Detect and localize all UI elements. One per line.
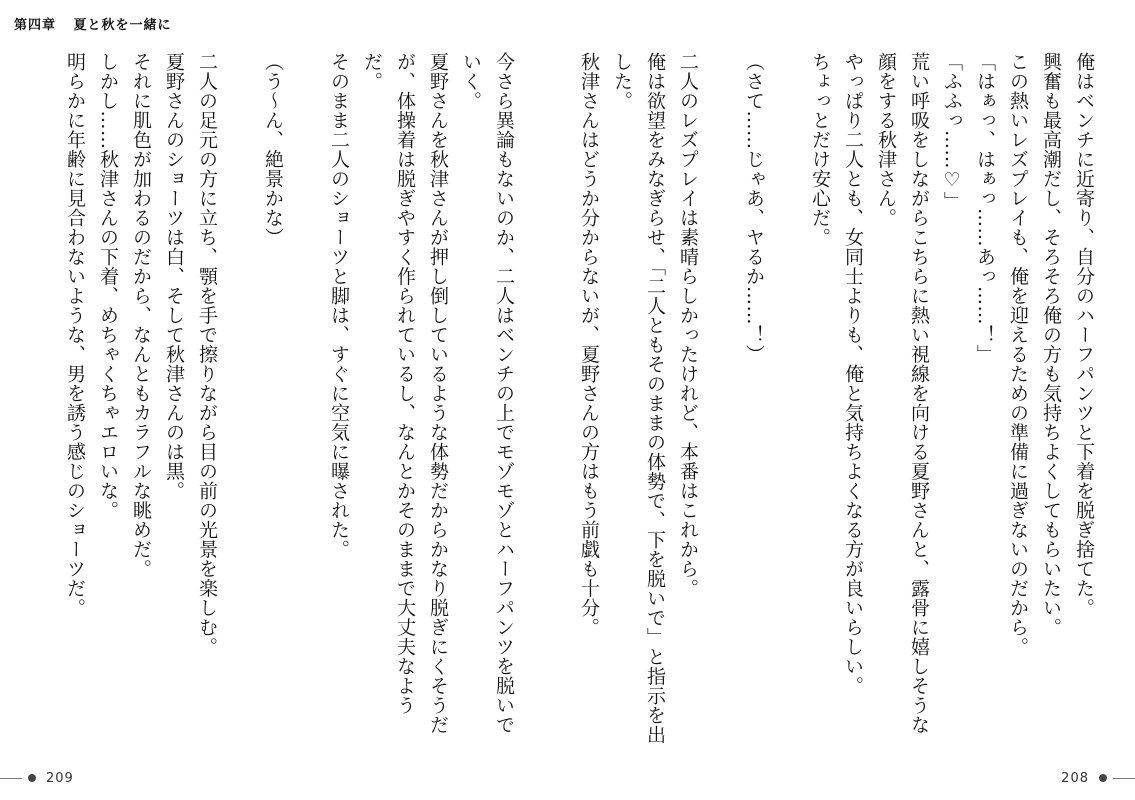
footer-dot	[28, 774, 36, 782]
text-line: この熱いレズプレイも、俺を迎えるための準備に過ぎないのだから。	[1007, 52, 1029, 657]
text-line: しかし……秋津さんの下着、めちゃくちゃエロいな。	[97, 52, 119, 520]
text-line: 今さら異論もないのか、二人はベンチの上でモゾモゾとハーフパンツを脱いでいく。	[460, 52, 515, 735]
footer-rule	[0, 778, 22, 779]
blank-line	[704, 52, 737, 752]
text-line: 二人のレズプレイは素晴らしかったけれど、本番はこれから。	[677, 52, 699, 598]
text-line: 荒い呼吸をしながらこちらに熱い視線を向ける夏野さんと、露骨に嬉しそうな顔をする秋津さん。	[875, 52, 930, 735]
text-line: やっぱり二人とも、女同士よりも、俺と気持ちよくなる方が良いらしい。	[842, 52, 864, 696]
footer-right	[1057, 768, 1135, 788]
text-line: （さて……じゃあ、ヤるか……！）	[743, 52, 765, 364]
blank-line	[770, 52, 803, 752]
chapter-title: 夏と秋を一緒に	[73, 18, 172, 33]
text-line: 二人の足元の方に立ち、顎を手で擦りながら目の前の光景を楽しむ。	[196, 52, 218, 657]
text-line: それに肌色が加わるのだから、なんともカラフルな眺めだ。	[130, 52, 152, 579]
blank-line	[289, 52, 322, 752]
text-line: 「はぁっ、はぁっ……あっ……！」	[974, 52, 996, 364]
footer-dot	[1099, 774, 1107, 782]
page-208-text	[570, 52, 1100, 752]
text-line: ちょっとだけ安心だ。	[809, 52, 831, 247]
text-line	[55, 52, 58, 752]
running-header	[14, 14, 184, 33]
footer-left	[0, 768, 78, 788]
footer-rule	[1113, 778, 1135, 779]
text-line: 夏野さんを秋津さんが押し倒しているような体勢だからかなり脱ぎにくそうだが、体操着は脱ぎやすく作られているし、なんとかそのままで大丈夫なようだ。	[361, 52, 449, 735]
text-line: 興奮も最高潮だし、そろそろ俺の方も気持ちよくしてもらいたい。	[1040, 52, 1062, 637]
text-line: 「ふふっ……♡」	[941, 52, 963, 211]
text-line: 秋津さんはどうか分からないが、夏野さんの方はもう前戯も十分。	[578, 52, 600, 637]
text-line: 俺はベンチに近寄り、自分のハーフパンツと下着を脱ぎ捨てた。	[1073, 52, 1095, 618]
text-line: 俺は欲望をみなぎらせ、「二人ともそのままの体勢で、下を脱いで」と指示を出した。	[611, 52, 666, 745]
page-number-right: 208	[1061, 770, 1089, 786]
text-line: そのまま二人のショーツと脚は、すぐに空気に曝された。	[328, 52, 350, 559]
page-number-left: 209	[46, 770, 74, 786]
text-line: （う～ん、絶景かな）	[262, 52, 284, 247]
text-line: 明らかに年齢に見合わないような、男を誘う感じのショーツだ。	[64, 52, 86, 618]
page-209-text	[55, 52, 520, 752]
text-line: 夏野さんのショーツは白、そして秋津さんのは黒。	[163, 52, 185, 501]
blank-line	[223, 52, 256, 752]
chapter-number: 第四章	[14, 18, 57, 33]
